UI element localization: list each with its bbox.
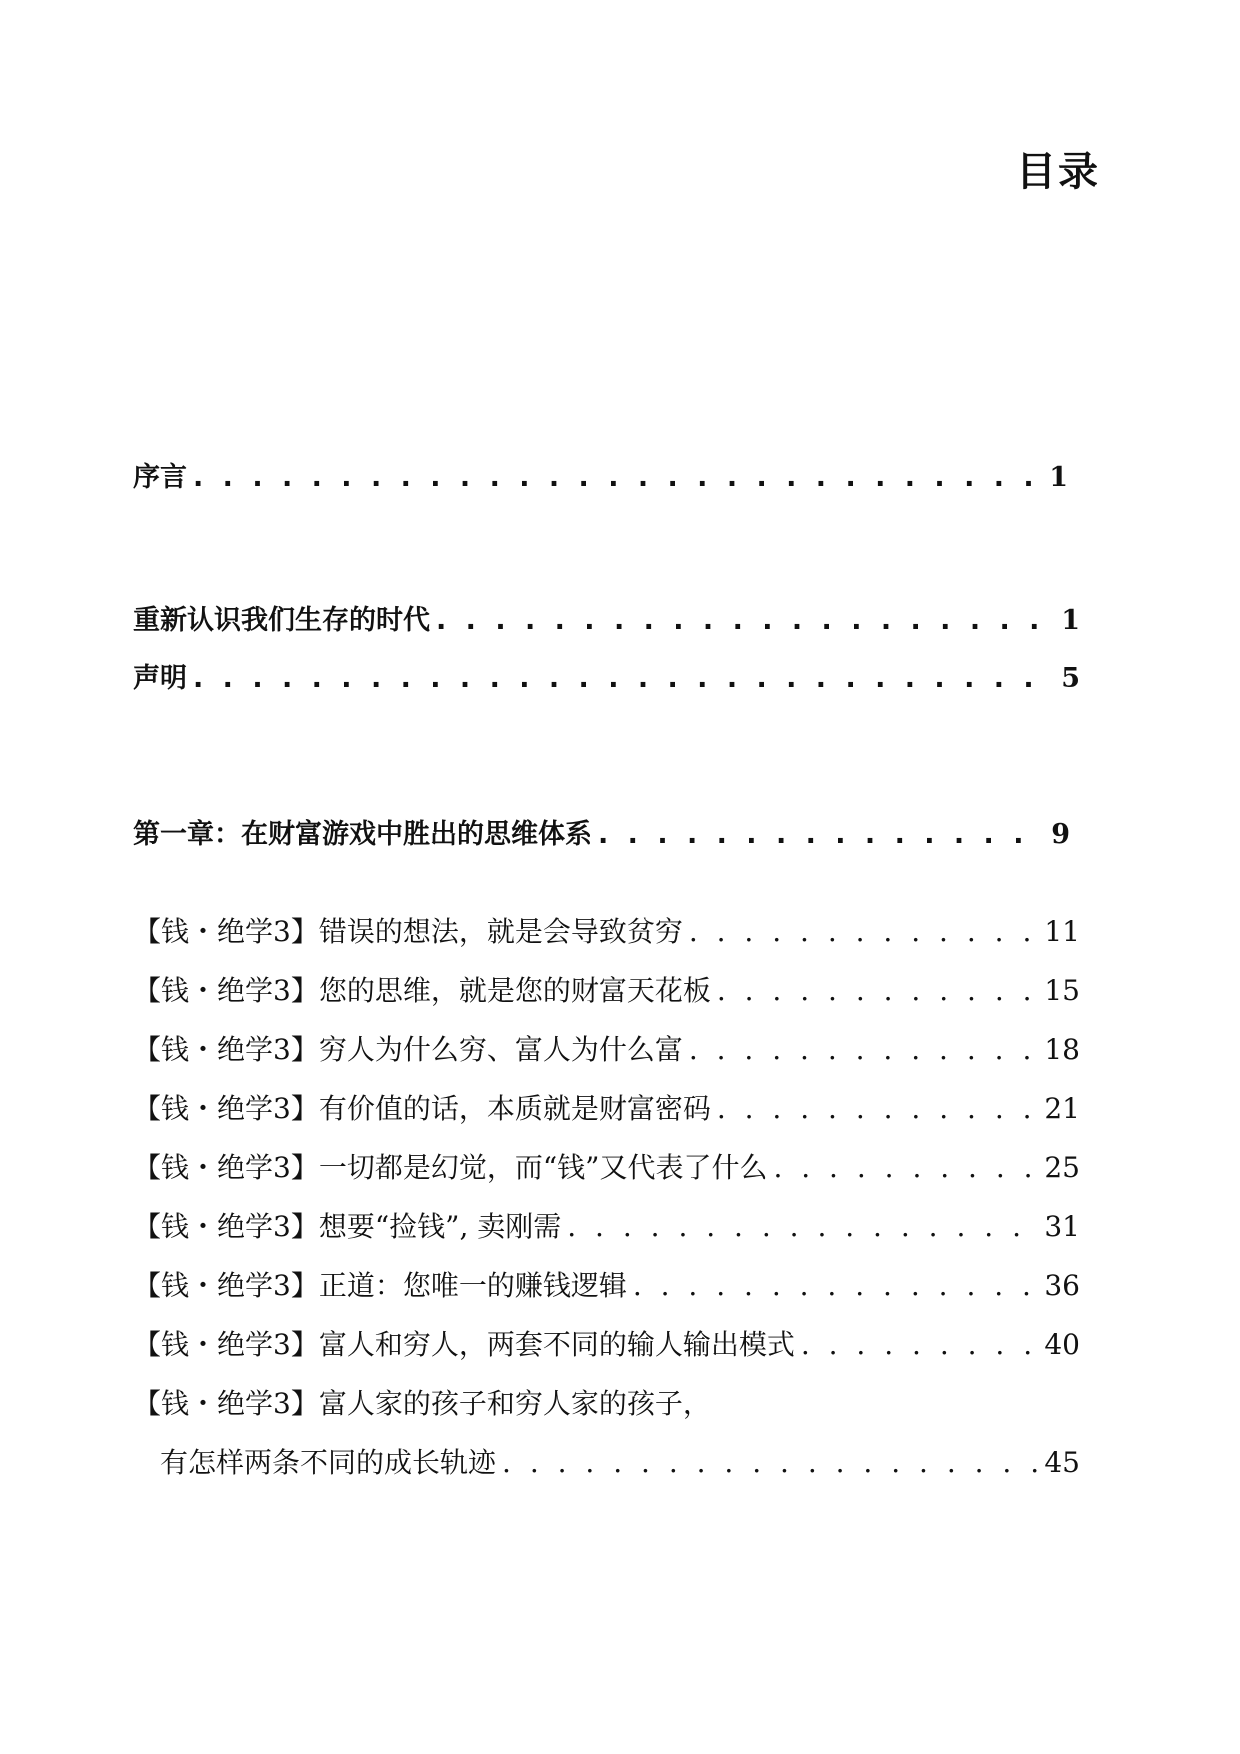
leader-dots [801, 1328, 1039, 1361]
toc-page-number: 1 [1049, 462, 1068, 493]
toc-label: 【钱・绝学3】想要“捡钱”, 卖刚需 [133, 1210, 562, 1243]
toc-label: 【钱・绝学3】富人和穷人，两套不同的输人输出模式 [133, 1328, 795, 1361]
toc-entry[interactable] [133, 1264, 1080, 1304]
toc-page-number: 25 [1044, 1151, 1080, 1184]
leader-dots [567, 1210, 1038, 1243]
toc-entry[interactable] [133, 969, 1080, 1009]
toc-entry[interactable] [133, 1087, 1080, 1127]
leader-dots [598, 819, 1045, 850]
toc-entry[interactable] [133, 1323, 1080, 1363]
toc-page-number: 45 [1044, 1446, 1080, 1479]
toc-label: 序言 [133, 462, 187, 493]
leader-dots [717, 1092, 1039, 1125]
toc-page-number: 40 [1044, 1328, 1080, 1361]
toc-label: 【钱・绝学3】有价值的话，本质就是财富密码 [133, 1092, 711, 1125]
toc-chapter-one[interactable] [133, 812, 1070, 851]
toc-label: 【钱・绝学3】正道：您唯一的赚钱逻辑 [133, 1269, 627, 1302]
leader-dots [689, 915, 1039, 948]
toc-label: 第一章：在财富游戏中胜出的思维体系 [133, 819, 592, 850]
toc-label: 【钱・绝学3】错误的想法，就是会导致贫穷 [133, 915, 683, 948]
page-title: 目录 [1016, 149, 1100, 195]
toc-page-number: 31 [1044, 1210, 1080, 1243]
toc-page-number: 21 [1044, 1092, 1080, 1125]
toc-entry[interactable] [133, 1205, 1080, 1245]
toc-entry-line2[interactable] [160, 1441, 1080, 1481]
toc-label: 声明 [133, 663, 187, 694]
toc-label: 【钱・绝学3】一切都是幻觉，而“钱”又代表了什么 [133, 1151, 768, 1184]
leader-dots [689, 1033, 1039, 1066]
toc-entry[interactable] [133, 910, 1080, 950]
toc-entry-line1[interactable]: 【钱・绝学3】富人家的孩子和穷人家的孩子， [133, 1387, 711, 1420]
toc-label: 重新认识我们生存的时代 [133, 605, 430, 636]
leader-dots [633, 1269, 1039, 1302]
toc-page-number: 18 [1044, 1033, 1080, 1066]
toc-section-statement[interactable] [133, 656, 1080, 695]
toc-section-era[interactable] [133, 598, 1080, 637]
leader-dots [193, 462, 1043, 493]
leader-dots [773, 1151, 1038, 1184]
toc-label: 【钱・绝学3】穷人为什么穷、富人为什么富 [133, 1033, 683, 1066]
toc-entry[interactable] [133, 1146, 1080, 1186]
leader-dots [436, 605, 1055, 636]
toc-page-number: 11 [1044, 915, 1080, 948]
toc-page-number: 5 [1061, 663, 1080, 694]
toc-page-number: 1 [1061, 605, 1080, 636]
leader-dots [193, 663, 1055, 694]
toc-page-number: 9 [1051, 819, 1070, 850]
leader-dots [717, 974, 1039, 1007]
toc-section-preface[interactable] [133, 455, 1068, 494]
toc-entry[interactable] [133, 1028, 1080, 1068]
toc-label: 有怎样两条不同的成长轨迹 [160, 1446, 497, 1479]
leader-dots [502, 1446, 1038, 1479]
toc-label: 【钱・绝学3】您的思维，就是您的财富天花板 [133, 974, 711, 1007]
toc-page-number: 36 [1044, 1269, 1080, 1302]
toc-page-number: 15 [1044, 974, 1080, 1007]
